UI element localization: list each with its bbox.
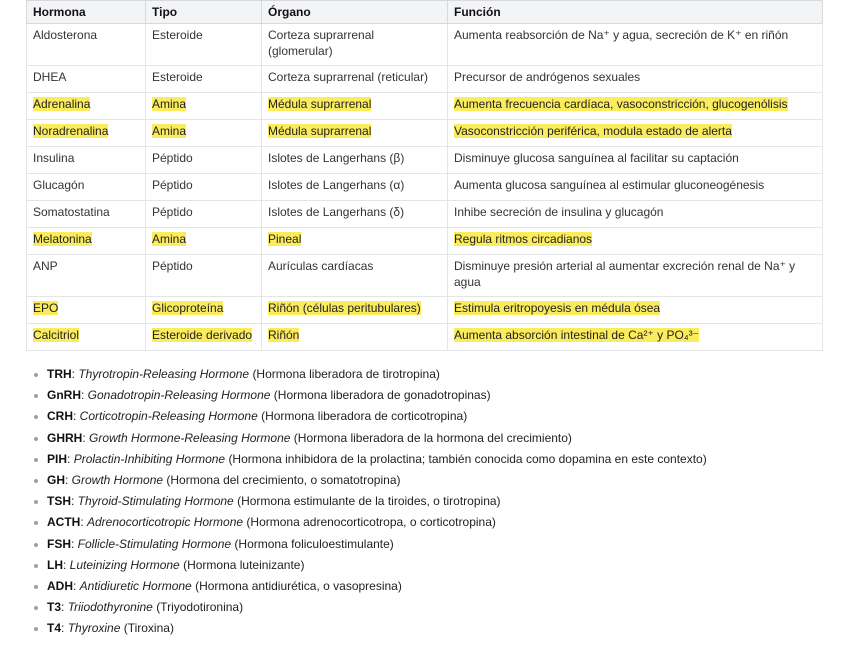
abbreviation-list <box>34 364 707 640</box>
cell-organo <box>262 297 448 324</box>
highlighted-text: EPO <box>33 301 59 315</box>
cell-hormona <box>27 24 146 66</box>
spanish-name: (Hormona luteinizante) <box>183 557 305 572</box>
abbreviation: FSH <box>47 536 71 551</box>
cell-funcion <box>448 147 823 174</box>
cell-funcion <box>448 93 823 120</box>
abbreviation: GHRH <box>47 430 83 445</box>
cell-text: Péptido <box>152 178 193 192</box>
spanish-name: (Hormona foliculoestimulante) <box>234 536 394 551</box>
cell-text: Insulina <box>33 151 75 165</box>
table-row <box>27 201 823 228</box>
highlighted-text: Calcitriol <box>33 328 80 342</box>
cell-funcion <box>448 228 823 255</box>
column-header-tipo: Tipo <box>146 1 262 24</box>
highlighted-text: Aumenta frecuencia cardíaca, vasoconstricción, glucogenólisis <box>454 97 788 111</box>
cell-funcion <box>448 120 823 147</box>
table-row <box>27 297 823 324</box>
highlighted-text: Amina <box>152 97 187 111</box>
cell-text: Islotes de Langerhans (β) <box>268 151 405 165</box>
cell-text: Corteza suprarrenal (reticular) <box>268 70 429 84</box>
cell-funcion <box>448 201 823 228</box>
spanish-name: (Hormona liberadora de gonadotropinas) <box>273 388 491 403</box>
highlighted-text: Noradrenalina <box>33 124 109 138</box>
english-name: Corticotropin-Releasing Hormone <box>79 409 258 424</box>
cell-text: Péptido <box>152 259 193 273</box>
cell-funcion <box>448 324 823 351</box>
cell-funcion <box>448 66 823 93</box>
cell-hormona <box>27 174 146 201</box>
highlighted-text: Amina <box>152 124 187 138</box>
cell-tipo <box>146 324 262 351</box>
spanish-name: (Hormona del crecimiento, o somatotropina) <box>166 473 401 488</box>
list-item: TSH: Thyroid-Stimulating Hormone (Hormona estimulante de la tiroides, o tirotropina) <box>34 491 707 512</box>
spanish-name: (Hormona inhibidora de la prolactina; también conocida como dopamina en este contexto) <box>228 451 707 466</box>
list-item: PIH: Prolactin-Inhibiting Hormone (Hormona inhibidora de la prolactina; también conocida como dopamina en este contexto) <box>34 449 707 470</box>
cell-tipo <box>146 255 262 297</box>
highlighted-text: Melatonina <box>33 232 92 246</box>
english-name: Follicle-Stimulating Hormone <box>77 536 232 551</box>
cell-organo <box>262 93 448 120</box>
column-header-hormona: Hormona <box>27 1 146 24</box>
cell-text: Inhibe secreción de insulina y glucagón <box>454 205 664 219</box>
abbreviation: T3 <box>47 600 62 615</box>
cell-text: Esteroide <box>152 28 203 42</box>
spanish-name: (Hormona liberadora de la hormona del crecimiento) <box>293 430 572 445</box>
english-name: Thyroxine <box>67 621 121 636</box>
table-header-row <box>27 1 823 24</box>
list-item: FSH: Follicle-Stimulating Hormone (Hormona foliculoestimulante) <box>34 534 707 555</box>
table-row <box>27 147 823 174</box>
cell-text: ANP <box>33 259 58 273</box>
highlighted-text: Aumenta absorción intestinal de Ca²⁺ y PO₄³⁻ <box>454 328 700 342</box>
table-row <box>27 174 823 201</box>
highlighted-text: Glicoproteína <box>152 301 224 315</box>
cell-text: Corteza suprarrenal (glomerular) <box>268 28 375 58</box>
cell-text: Aumenta reabsorción de Na⁺ y agua, secreción de K⁺ en riñón <box>454 28 789 42</box>
table-body <box>27 24 823 351</box>
abbreviation: TRH <box>47 367 72 381</box>
cell-organo <box>262 201 448 228</box>
cell-tipo <box>146 297 262 324</box>
highlighted-text: Amina <box>152 232 187 246</box>
list-item: T4: Thyroxine (Tiroxina) <box>34 618 707 639</box>
table-row <box>27 66 823 93</box>
list-item: ADH: Antidiuretic Hormone (Hormona antidiurética, o vasopresina) <box>34 576 707 597</box>
highlighted-text: Estimula eritropoyesis en médula ósea <box>454 301 661 315</box>
highlighted-text: Vasoconstricción periférica, modula estado de alerta <box>454 124 732 138</box>
cell-organo <box>262 147 448 174</box>
cell-organo <box>262 66 448 93</box>
highlighted-text: Pineal <box>268 232 302 246</box>
cell-funcion <box>448 255 823 297</box>
highlighted-text: Regula ritmos circadianos <box>454 232 593 246</box>
cell-text: Péptido <box>152 205 193 219</box>
english-name: Antidiuretic Hormone <box>79 579 192 594</box>
cell-hormona <box>27 120 146 147</box>
cell-text: Esteroide <box>152 70 203 84</box>
cell-tipo <box>146 93 262 120</box>
english-name: Luteinizing Hormone <box>69 557 180 572</box>
cell-hormona <box>27 201 146 228</box>
english-name: Prolactin-Inhibiting Hormone <box>73 451 226 466</box>
cell-organo <box>262 255 448 297</box>
hormone-table <box>26 0 823 351</box>
spanish-name: (Hormona adrenocorticotropa, o corticotropina) <box>246 515 496 530</box>
cell-text: Precursor de andrógenos sexuales <box>454 70 641 84</box>
cell-text: Disminuye presión arterial al aumentar excreción renal de Na⁺ y agua <box>454 259 796 289</box>
cell-hormona <box>27 93 146 120</box>
cell-organo <box>262 174 448 201</box>
cell-tipo <box>146 66 262 93</box>
abbreviation: ADH <box>47 579 73 594</box>
cell-tipo <box>146 120 262 147</box>
cell-organo <box>262 120 448 147</box>
cell-funcion <box>448 174 823 201</box>
table-row <box>27 255 823 297</box>
english-name: Thyrotropin-Releasing Hormone <box>78 367 250 381</box>
highlighted-text: Riñón <box>268 328 300 342</box>
english-name: Growth Hormone-Releasing Hormone <box>89 430 291 445</box>
list-item: GnRH: Gonadotropin-Releasing Hormone (Hormona liberadora de gonadotropinas) <box>34 385 707 406</box>
english-name: Adrenocorticotropic Hormone <box>87 515 244 530</box>
spanish-name: (Hormona antidiurética, o vasopresina) <box>195 579 402 594</box>
cell-hormona <box>27 255 146 297</box>
spanish-name: (Hormona liberadora de tirotropina) <box>252 367 440 381</box>
english-name: Growth Hormone <box>71 473 164 488</box>
table-row <box>27 93 823 120</box>
cell-text: Aldosterona <box>33 28 98 42</box>
cell-text: Islotes de Langerhans (δ) <box>268 205 405 219</box>
list-item: LH: Luteinizing Hormone (Hormona luteinizante) <box>34 555 707 576</box>
abbreviation: PIH <box>47 451 68 466</box>
list-item: T3: Triiodothyronine (Triyodotironina) <box>34 597 707 618</box>
spanish-name: (Tiroxina) <box>123 621 174 636</box>
cell-funcion <box>448 24 823 66</box>
cell-organo <box>262 228 448 255</box>
table-row <box>27 324 823 351</box>
cell-funcion <box>448 297 823 324</box>
cell-hormona <box>27 228 146 255</box>
abbreviation: CRH <box>47 409 73 424</box>
highlighted-text: Esteroide derivado <box>152 328 253 342</box>
cell-text: Disminuye glucosa sanguínea al facilitar su captación <box>454 151 739 165</box>
column-header-funcion: Función <box>448 1 823 24</box>
highlighted-text: Médula suprarrenal <box>268 97 372 111</box>
list-item: GH: Growth Hormone (Hormona del crecimiento, o somatotropina) <box>34 470 707 491</box>
table-row <box>27 228 823 255</box>
cell-text: Islotes de Langerhans (α) <box>268 178 405 192</box>
spanish-name: (Hormona estimulante de la tiroides, o tirotropina) <box>237 494 501 509</box>
abbreviation: LH <box>47 557 63 572</box>
cell-text: Glucagón <box>33 178 85 192</box>
highlighted-text: Adrenalina <box>33 97 91 111</box>
spanish-name: (Triyodotironina) <box>156 600 244 615</box>
list-item: CRH: Corticotropin-Releasing Hormone (Hormona liberadora de corticotropina) <box>34 406 707 427</box>
cell-organo <box>262 324 448 351</box>
cell-text: Aumenta glucosa sanguínea al estimular gluconeogénesis <box>454 178 765 192</box>
abbreviation: T4 <box>47 621 62 636</box>
cell-text: DHEA <box>33 70 67 84</box>
cell-tipo <box>146 147 262 174</box>
abbreviation: GH <box>47 473 65 488</box>
cell-text: Aurículas cardíacas <box>268 259 374 273</box>
table-row <box>27 120 823 147</box>
highlighted-text: Médula suprarrenal <box>268 124 372 138</box>
cell-hormona <box>27 324 146 351</box>
cell-tipo <box>146 174 262 201</box>
cell-text: Somatostatina <box>33 205 110 219</box>
document-page <box>26 0 822 636</box>
cell-tipo <box>146 201 262 228</box>
english-name: Thyroid-Stimulating Hormone <box>77 494 234 509</box>
abbreviation: TSH <box>47 494 71 509</box>
list-item: GHRH: Growth Hormone-Releasing Hormone (Hormona liberadora de la hormona del crecimiento) <box>34 428 707 449</box>
spanish-name: (Hormona liberadora de corticotropina) <box>261 409 468 424</box>
highlighted-text: Riñón (células peritubulares) <box>268 301 421 315</box>
cell-hormona <box>27 297 146 324</box>
list-item: ACTH: Adrenocorticotropic Hormone (Hormona adrenocorticotropa, o corticotropina) <box>34 512 707 533</box>
english-name: Gonadotropin-Releasing Hormone <box>87 388 271 403</box>
cell-organo <box>262 24 448 66</box>
abbreviation: GnRH <box>47 388 81 403</box>
english-name: Triiodothyronine <box>67 600 153 615</box>
cell-hormona <box>27 66 146 93</box>
column-header-organo: Órgano <box>262 1 448 24</box>
cell-tipo <box>146 228 262 255</box>
list-item: TRH: Thyrotropin-Releasing Hormone (Hormona liberadora de tirotropina) <box>34 364 707 385</box>
cell-text: Péptido <box>152 151 193 165</box>
abbreviation: ACTH <box>47 515 81 530</box>
cell-tipo <box>146 24 262 66</box>
table-row <box>27 24 823 66</box>
cell-hormona <box>27 147 146 174</box>
